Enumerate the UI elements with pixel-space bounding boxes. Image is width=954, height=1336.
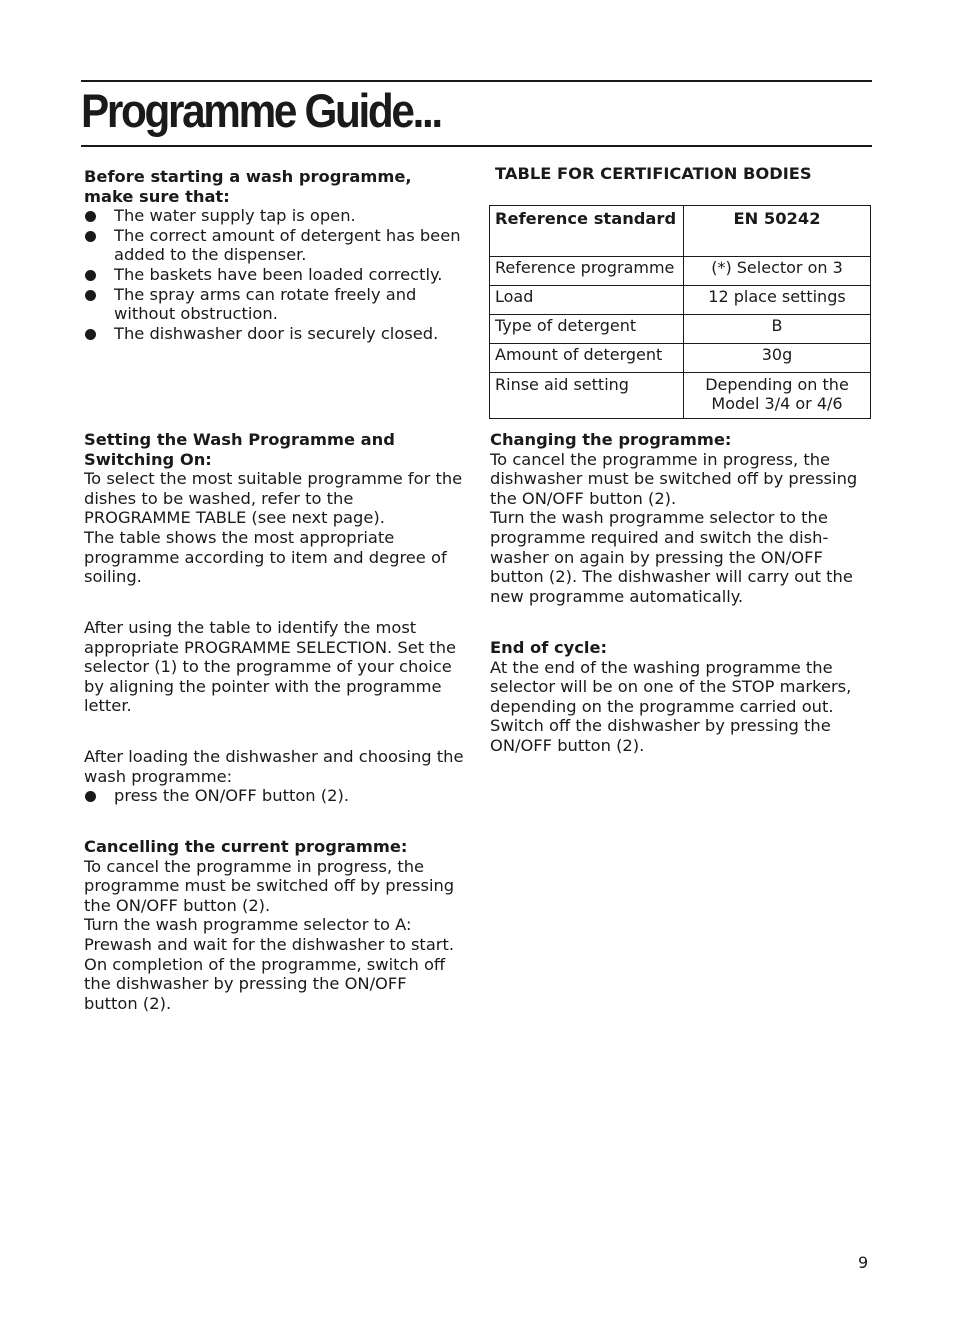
list-item: The water supply tap is open. [84, 206, 464, 226]
bullet-icon [85, 270, 96, 281]
table-cell: Amount of detergent [490, 344, 684, 373]
setting-section [84, 430, 464, 587]
end-cycle-heading: End of cycle: [490, 638, 608, 657]
end-cycle-paragraph: Switch off the dishwasher by pressing the ON/OFF button (2). [490, 716, 831, 755]
setting-paragraph: To select the most suitable programme for the dishes to be washed, refer to the PROGRAMME TABLE (see next page). [84, 469, 463, 528]
certification-table [489, 205, 871, 419]
table-row [490, 257, 871, 286]
changing-paragraph: To cancel the programme in progress, the dishwasher must be switched off by pressing the ON/OFF button (2). [490, 449, 858, 508]
switch-on-list [84, 786, 464, 806]
page-number: 9 [858, 1253, 869, 1272]
table-cell: Load [490, 286, 684, 315]
list-item: The spray arms can rotate freely and without obstruction. [84, 285, 464, 324]
table-row [490, 373, 871, 419]
table-header-cell: Reference standard [490, 206, 684, 257]
setting-heading: Setting the Wash Programme and Switching On: [84, 430, 395, 469]
before-start-list [84, 206, 464, 343]
bullet-icon [85, 290, 96, 301]
bullet-icon [85, 329, 96, 340]
table-cell: 12 place settings [684, 286, 871, 315]
cancelling-section [84, 837, 464, 1013]
changing-heading: Changing the programme: [490, 430, 732, 449]
certification-heading: TABLE FOR CERTIFICATION BODIES [495, 164, 812, 183]
table-row [490, 286, 871, 315]
bullet-icon [85, 231, 96, 242]
changing-paragraph: Turn the wash programme selector to the programme required and switch the dish-washer on again by pressing the ON/OFF button (2). The dishwasher will carry out the new programme automatically. [490, 508, 853, 606]
table-cell: B [684, 315, 871, 344]
end-cycle-paragraph: At the end of the washing programme the selector will be on one of the STOP markers, depending on the programme carried out. [490, 657, 852, 716]
title-underline [81, 145, 872, 147]
cancelling-heading: Cancelling the current programme: [84, 837, 408, 856]
top-rule [81, 80, 872, 82]
bullet-icon [85, 211, 96, 222]
table-cell: (*) Selector on 3 [684, 257, 871, 286]
table-cell: 30g [684, 344, 871, 373]
setting-paragraph: The table shows the most appropriate programme according to item and degree of soiling. [84, 527, 447, 587]
switch-on-section [84, 747, 464, 806]
list-item: press the ON/OFF button (2). [84, 786, 464, 806]
table-row [490, 344, 871, 373]
selection-paragraph: After using the table to identify the most appropriate PROGRAMME SELECTION. Set the selector (1) to the programme of your choice by aligning the pointer with the programme letter. [84, 618, 457, 716]
list-item: The baskets have been loaded correctly. [84, 265, 464, 285]
changing-section [490, 430, 875, 606]
before-start-section [84, 167, 464, 343]
before-start-heading: Before starting a wash programme, make sure that: [84, 167, 412, 206]
switch-on-paragraph: After loading the dishwasher and choosing the wash programme: [84, 747, 464, 786]
table-header-cell: EN 50242 [684, 206, 871, 257]
table-cell: Type of detergent [490, 315, 684, 344]
bullet-icon [85, 791, 96, 802]
list-item: The dishwasher door is securely closed. [84, 324, 464, 344]
end-cycle-section [490, 638, 875, 756]
cancelling-paragraph: Turn the wash programme selector to A: Prewash and wait for the dishwasher to start. On completion of the programme, switch off the dishwasher by pressing the ON/OFF button (2). [84, 915, 455, 1013]
table-cell: Reference programme [490, 257, 684, 286]
table-cell: Depending on the Model 3/4 or 4/6 [684, 373, 871, 419]
selection-section [84, 618, 464, 716]
table-header-row [490, 206, 871, 257]
cancelling-paragraph: To cancel the programme in progress, the programme must be switched off by pressing the ON/OFF button (2). [84, 856, 455, 915]
table-row [490, 315, 871, 344]
list-item: The correct amount of detergent has been added to the dispenser. [84, 226, 464, 265]
table-cell: Rinse aid setting [490, 373, 684, 419]
page-title: Programme Guide... [81, 84, 441, 137]
